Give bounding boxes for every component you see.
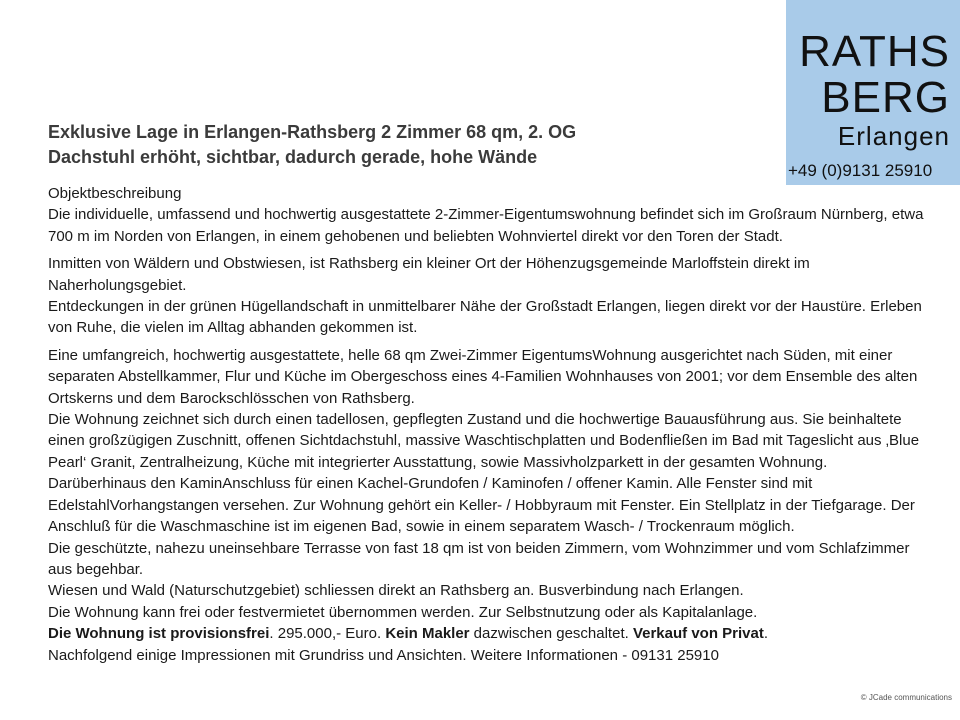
logo-line-berg: BERG (821, 73, 950, 122)
title-line-1: Exklusive Lage in Erlangen-Rathsberg 2 Zimmer 68 qm, 2. OG (48, 122, 577, 142)
sale-private: Verkauf von Privat (632, 625, 764, 643)
sale-no-broker: Kein Makler (385, 625, 470, 643)
description-details (48, 345, 928, 666)
logo-phone: +49 (0)9131 25910 (788, 161, 933, 180)
paragraph-apartment: Eine umfangreich, hochwertig ausgestattete, helle 68 qm Zwei-Zimmer EigentumsWohnung ausgerichtet nach Süden, mit einer separaten Abstellkammer, Flur und Küche im Obergeschoss eines 4-Familien Wohnhauses von 2001; vor dem Ensemble des alten Ortskerns und dem Barockschlösschen von Rathsberg. (48, 346, 918, 407)
paragraph-usage: Die Wohnung kann frei oder festvermietet übernommen werden. Zur Selbstnutzung oder als Kapitalanlage. (48, 603, 758, 621)
paragraph-terrace: Die geschützte, nahezu uneinsehbare Terrasse von fast 18 qm ist von beiden Zimmern, vom Wohnzimmer und vom Schlafzimmer aus begehbar. (48, 539, 910, 578)
title-line-2: Dachstuhl erhöht, sichtbar, dadurch gerade, hohe Wände (48, 147, 538, 167)
sale-text-end: . (763, 625, 769, 643)
paragraph-nature: Wiesen und Wald (Naturschutzgebiet) schliessen direkt an Rathsberg an. Busverbindung nach Erlangen. (48, 582, 744, 600)
sale-price: . 295.000,- Euro. (269, 625, 386, 643)
sale-terms (48, 623, 928, 644)
description-body (48, 183, 928, 666)
page-title (48, 120, 576, 170)
logo-line-raths: RATHS (799, 27, 950, 76)
section-heading: Objektbeschreibung (48, 185, 182, 202)
sale-text-between: dazwischen geschaltet. (469, 625, 633, 643)
logo-line-erlangen: Erlangen (837, 121, 950, 151)
paragraph-surroundings-b: Entdeckungen in der grünen Hügellandschaft in unmittelbarer Nähe der Großstadt Erlangen, liegen direkt vor der Haustüre. Erleben von Ruhe, die vielen im Alltag abhanden gekommen ist. (48, 298, 922, 337)
paragraph-location: Die individuelle, umfassend und hochwertig ausgestattete 2-Zimmer-Eigentumswohnung befindet sich im Großraum Nürnberg, etwa 700 m im Norden von Erlangen, in einem gehobenen und beliebten Wohnviertel direkt vor den Toren der Stadt. (48, 206, 924, 245)
sale-provision-free: Die Wohnung ist provisionsfrei (48, 625, 270, 643)
paragraph-features: Die Wohnung zeichnet sich durch einen tadellosen, gepflegten Zustand und die hochwertige Bauausführung aus. Sie beinhaltete einen großzügigen Zuschnitt, offenen Sichtdachstuhl, massive Waschtischplatten und Bodenfließen im Bad mit Tageslicht aus ‚Blue Pearl‘ Granit, Zentralheizung, Küche mit integrierter Ausstattung, sowie Massivholzparkett in der gesamten Wohnung. Darüberhinaus den KaminAnschluss für einen Kachel-Grundofen / Kaminofen / offener Kamin. Alle Fenster sind mit EdelstahlVorhangstangen versehen. Zur Wohnung gehört ein Keller- / Hobbyraum mit Fenster. Ein Stellplatz in der Tiefgarage. Der Anschluß für die Waschmaschine ist im eigenen Bad, sowie in einem separatem Wasch- / Trockenraum möglich. (48, 411, 920, 536)
description-intro (48, 183, 928, 247)
rathsberg-logo (786, 0, 960, 185)
closing-info: Nachfolgend einige Impressionen mit Grundriss und Ansichten. Weitere Informationen - 09131 25910 (48, 646, 719, 664)
copyright-notice: © JCade communications (860, 693, 952, 702)
description-surroundings (48, 253, 928, 339)
paragraph-surroundings-a: Inmitten von Wäldern und Obstwiesen, ist Rathsberg ein kleiner Ort der Höhenzugsgemeinde Marloffstein direkt im Naherholungsgebiet. (48, 255, 810, 294)
